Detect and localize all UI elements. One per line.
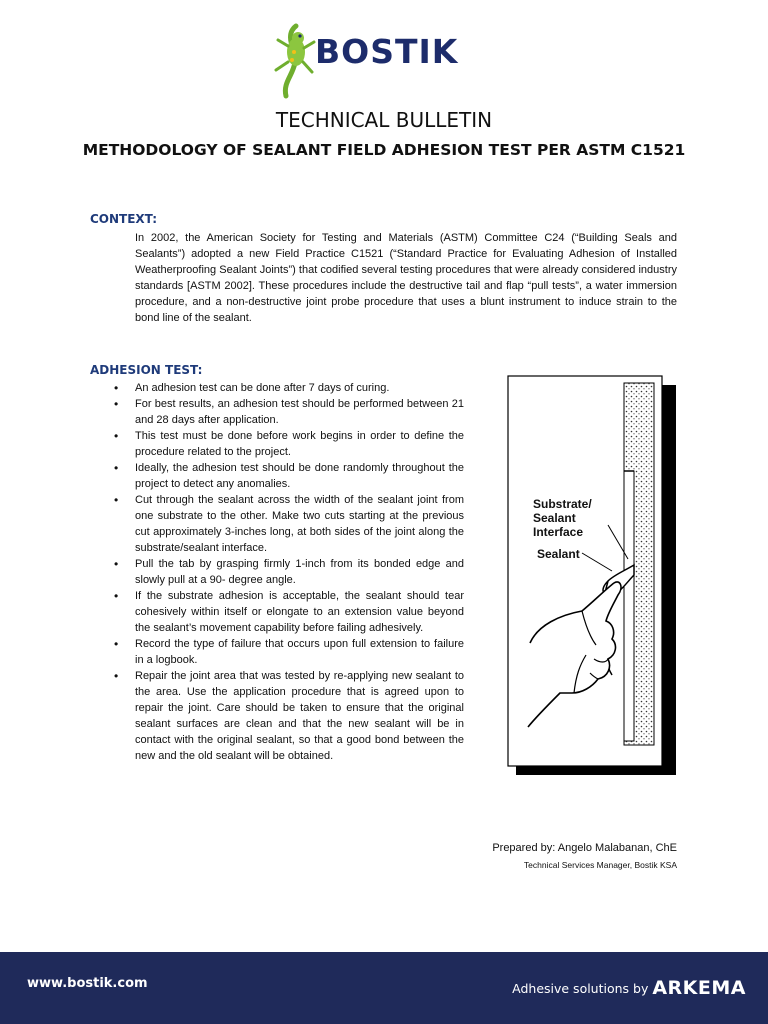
pull-test-drawing [490,375,680,775]
arkema-brand: ARKEMA [652,977,746,999]
list-item: • Ideally, the adhesion test should be done randomly throughout the project to detect any anomalies. [112,460,464,492]
list-item: • Record the type of failure that occurs upon full extension to failure in a logbook. [112,636,464,668]
list-item: • Pull the tab by grasping firmly 1-inch from its bonded edge and slowly pull at a 90- degree angle. [112,556,464,588]
label-substrate: Substrate/ [533,497,592,511]
bostik-logo [270,22,470,100]
list-item: • An adhesion test can be done after 7 days of curing. [112,380,464,396]
gecko-logo-icon [270,22,318,100]
prepared-by-title: Technical Services Manager, Bostik KSA [523,860,677,870]
brand-wordmark: BOSTIK [315,32,459,71]
list-item: • For best results, an adhesion test should be performed between 21 and 28 days after application. [112,396,464,428]
document-title: TECHNICAL BULLETIN [275,108,493,132]
context-paragraph: In 2002, the American Society for Testing and Materials (ASTM) Committee C24 (“Building Seals and Sealants”) adopted a new Field Practice C1521 (“Standard Practice for Evaluating Adhesion of Installed Weatherproofing Sealant Joints”) that codified several testing procedures that were already considered industry standards [ASTM 2002]. These procedures include the destructive tail and flap “pull tests”, a water immersion procedure, and a non-destructive joint probe procedure that uses a blunt instrument to induce strain to the bond line of the sealant. [135,232,677,324]
tagline-prefix: Adhesive solutions by [512,981,653,996]
footer-tagline [512,977,746,999]
list-item: • If the substrate adhesion is acceptable, the sealant should tear cohesively within itself or elongate to an extension value beyond the sealant’s movement capability before failing adhesively. [112,588,464,636]
context-heading: CONTEXT: [90,212,158,226]
list-item: • Repair the joint area that was tested by re-applying new sealant to the area. Use the application procedure that is agreed upon to repair the joint. Care should be taken to ensure that the original sealant surfaces are clean and that the new sealant will be in contact with the original sealant, so that a good bond between the new and the old sealant will be obtained. [112,668,464,764]
adhesion-test-illustration [490,375,680,775]
adhesion-test-heading: ADHESION TEST: [90,363,203,377]
list-item: • This test must be done before work begins in order to define the procedure related to the project. [112,428,464,460]
prepared-by: Prepared by: Angelo Malabanan, ChE [492,842,677,854]
footer-bar [0,952,768,1024]
document-subtitle: METHODOLOGY OF SEALANT FIELD ADHESION TEST PER ASTM C1521 [82,141,686,159]
list-item: • Cut through the sealant across the width of the sealant joint from one substrate to the other. Make two cuts starting at the previous cut approximately 3-inches long, at both sides of the joint along the substrate/sealant interface. [112,492,464,556]
adhesion-test-list [112,380,464,764]
label-sealant: Sealant [537,547,580,561]
website-link[interactable]: www.bostik.com [27,976,148,991]
label-interface: Interface [533,525,584,539]
label-sealant-line: Sealant [533,511,576,525]
